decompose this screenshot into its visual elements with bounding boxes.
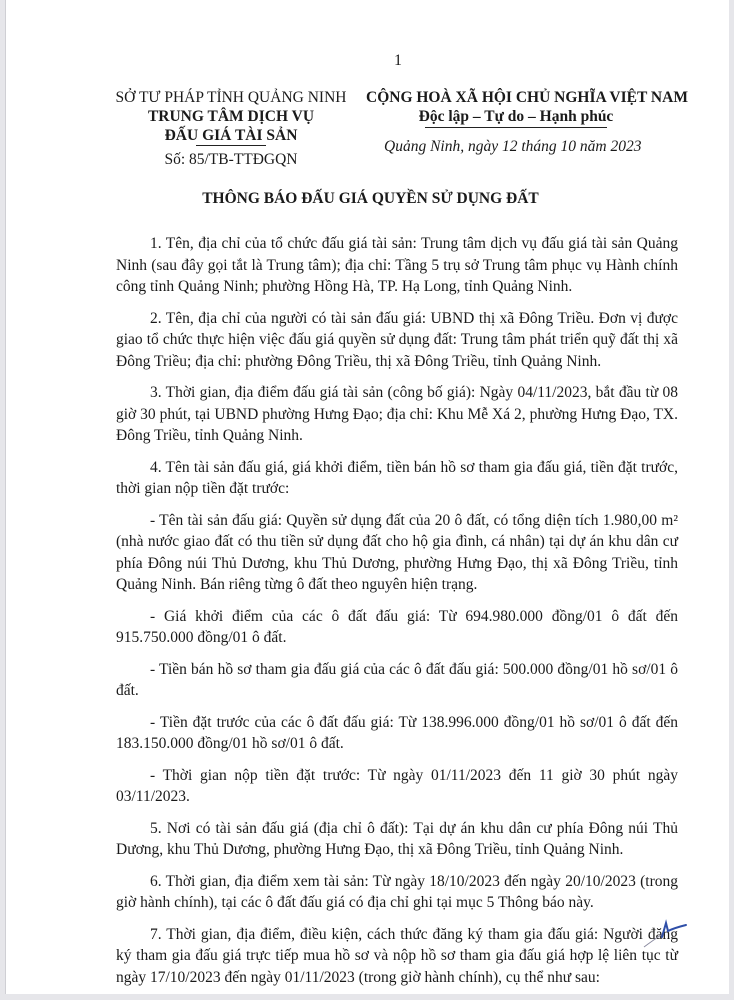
section-5-asset-location: 5. Nơi có tài sản đấu giá (địa chỉ ô đất): Tại dự án khu dân cư phía Đông núi Thủ Dương, khu Thủ Dương, phường Hưng Đạo, thị xã Đông Triều, tỉnh Quảng Ninh. (116, 819, 678, 858)
national-motto: Độc lập – Tự do – Hạnh phúc (418, 108, 614, 125)
issue-date: Quảng Ninh, ngày 12 tháng 10 năm 2023 (384, 138, 642, 155)
document-page (5, 0, 729, 994)
page-number: 1 (394, 52, 402, 69)
organization-name-line1: TRUNG TÂM DỊCH VỤ (147, 108, 315, 125)
document-body (116, 233, 678, 998)
section-7-registration: 7. Thời gian, địa điểm, điều kiện, cách thức đăng ký tham gia đấu giá: Người đăng ký tham gia đấu giá trực tiếp mua hồ sơ và nộp hồ sơ tham gia đấu giá hợp lệ liên tục từ ngày 17/10/2023 đến ngày 01/11/2023 (trong giờ hành chính), cụ thể như sau: (116, 925, 678, 986)
starting-price-item: - Giá khởi điểm của các ô đất đấu giá: Từ 694.980.000 đồng/01 ô đất đến 915.750.000 đồng/01 ô đất. (116, 607, 678, 646)
organization-name-line2: ĐẤU GIÁ TÀI SẢN (164, 127, 298, 144)
dossier-fee-item: - Tiền bán hồ sơ tham gia đấu giá của các ô đất đấu giá: 500.000 đồng/01 hồ sơ/01 ô đất. (116, 660, 678, 699)
section-6-viewing-period: 6. Thời gian, địa điểm xem tài sản: Từ ngày 18/10/2023 đến ngày 20/10/2023 (trong giờ hành chính), tại các ô đất đấu giá có địa chỉ ghi tại mục 5 Thông báo này. (116, 872, 678, 911)
country-name: CỘNG HOÀ XÃ HỘI CHỦ NGHĨA VIỆT NAM (366, 89, 688, 106)
parent-agency: SỞ TƯ PHÁP TỈNH QUẢNG NINH (115, 89, 347, 106)
document-title: THÔNG BÁO ĐẤU GIÁ QUYỀN SỬ DỤNG ĐẤT (202, 190, 539, 207)
deposit-item: - Tiền đặt trước của các ô đất đấu giá: Từ 138.996.000 đồng/01 hồ sơ/01 ô đất đến 183.150.000 đồng/01 hồ sơ/01 ô đất. (116, 713, 678, 752)
document-number: Số: 85/TB-TTĐGQN (164, 151, 298, 168)
section-1-organizer: 1. Tên, địa chỉ của tổ chức đấu giá tài sản: Trung tâm dịch vụ đấu giá tài sản Quảng Ninh (sau đây gọi tắt là Trung tâm); địa chỉ: Tầng 5 trụ sở Trung tâm phục vụ Hành chính công tỉnh Quảng Ninh; phường Hồng Hà, TP. Hạ Long, tỉnh Quảng Ninh. (116, 235, 678, 295)
header-divider-right (425, 127, 607, 128)
section-2-asset-owner: 2. Tên, địa chỉ của người có tài sản đấu giá: UBND thị xã Đông Triều. Đơn vị được giao tổ chức thực hiện việc đấu giá quyền sử dụng đất: Trung tâm phát triển quỹ đất thị xã Đông Triều; địa chỉ: phường Đông Triều, thị xã Đông Triều, tỉnh Quảng Ninh. (116, 309, 678, 370)
section-4-asset-info: 4. Tên tài sản đấu giá, giá khởi điểm, tiền bán hồ sơ tham gia đấu giá, tiền đặt trước, thời gian nộp tiền đặt trước: (116, 458, 678, 497)
deposit-deadline-item: - Thời gian nộp tiền đặt trước: Từ ngày 01/11/2023 đến 11 giờ 30 phút ngày 03/11/2023. (116, 766, 678, 805)
section-3-auction-time-place: 3. Thời gian, địa điểm đấu giá tài sản (công bố giá): Ngày 04/11/2023, bắt đầu từ 08 giờ 30 phút, tại UBND phường Hưng Đạo; địa chỉ: Khu Mễ Xá 2, phường Hưng Đạo, TX. Đông Triều, tỉnh Quảng Ninh. (116, 384, 678, 444)
asset-name-item: - Tên tài sản đấu giá: Quyền sử dụng đất của 20 ô đất, có tổng diện tích 1.980,00 m² (nhà nước giao đất có thu tiền sử dụng đất cho hộ gia đình, cá nhân) tại dự án khu dân cư phía Đông núi Thủ Dương, khu Thủ Dương, phường Hưng Đạo, thị xã Đông Triều, tỉnh Quảng Ninh. Bán riêng từng ô đất theo nguyên hiện trạng. (116, 511, 678, 593)
national-motto-header (366, 88, 688, 128)
issuing-organization-header (96, 88, 366, 169)
initials-signature-icon (642, 915, 692, 955)
header-divider-left (196, 145, 266, 146)
